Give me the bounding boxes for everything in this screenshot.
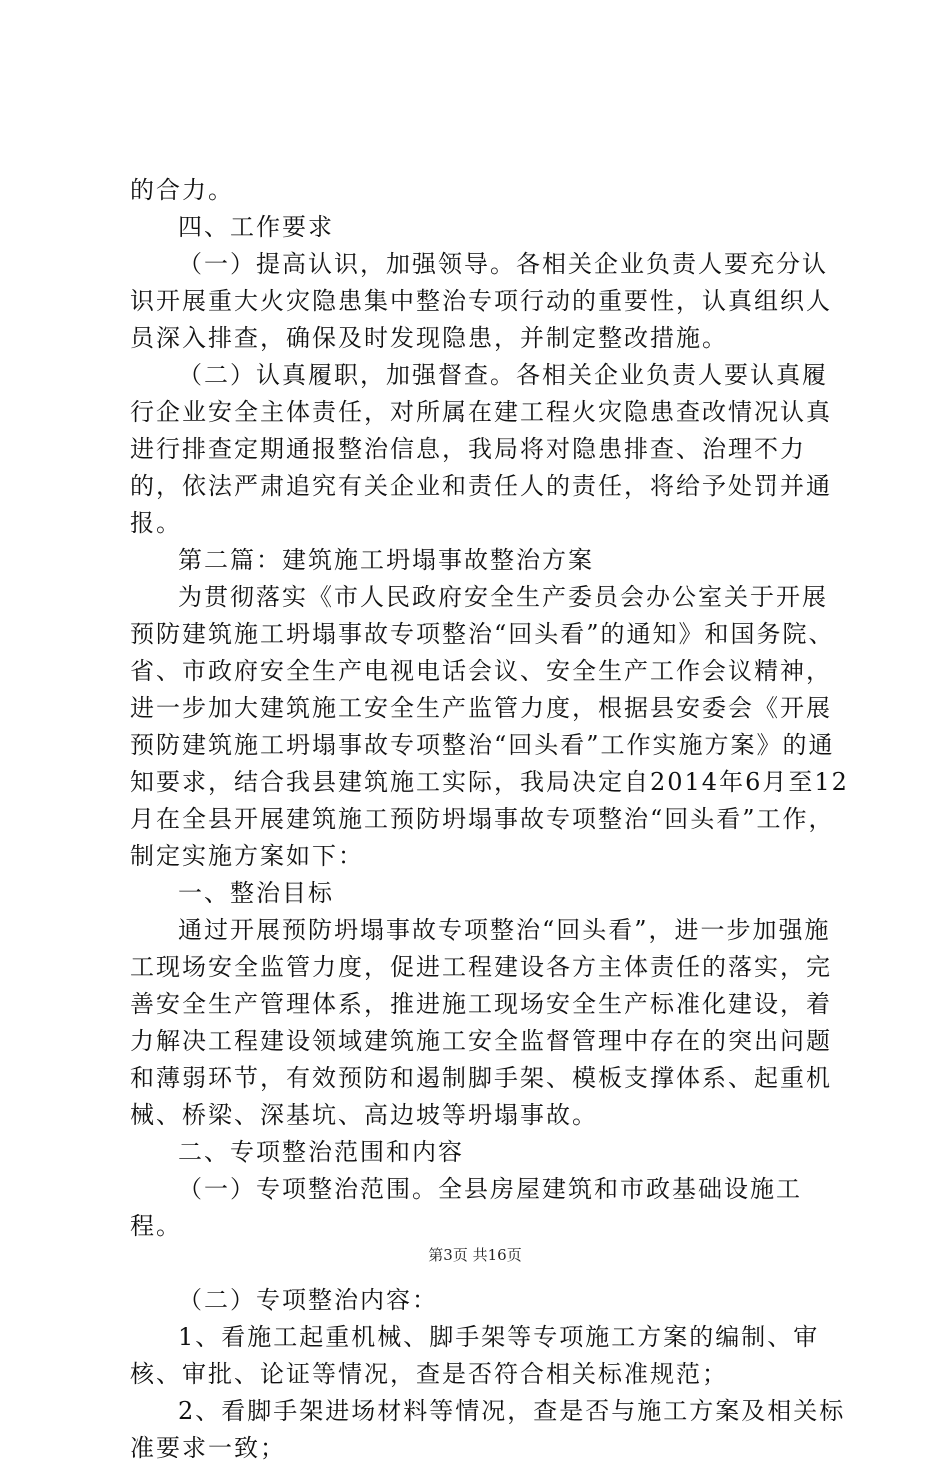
document-body	[130, 172, 850, 1467]
section-heading: 二、专项整治范围和内容	[178, 1138, 464, 1166]
paragraph: （二）专项整治内容：	[178, 1286, 438, 1314]
section-heading: 四、工作要求	[178, 213, 334, 241]
paragraph: （一）专项整治范围。全县房屋建筑和市政基础设施工程。	[130, 1175, 802, 1240]
section-heading: 一、整治目标	[178, 879, 334, 907]
paragraph: 的合力。	[130, 176, 234, 204]
page-footer: 第3页 共16页	[428, 1246, 522, 1264]
chapter-title: 第二篇：建筑施工坍塌事故整治方案	[178, 546, 594, 574]
paragraph: 为贯彻落实《市人民政府安全生产委员会办公室关于开展预防建筑施工坍塌事故专项整治“回头看”的通知》和国务院、省、市政府安全生产电视电话会议、安全生产工作会议精神，进一步加大建筑施工安全生产监管力度，根据县安委会《开展预防建筑施工坍塌事故专项整治“回头看”工作实施方案》的通知要求，结合我县建筑施工实际，我局决定自2014年6月至12月在全县开展建筑施工预防坍塌事故专项整治“回头看”工作，制定实施方案如下：	[130, 583, 849, 870]
paragraph: 通过开展预防坍塌事故专项整治“回头看”，进一步加强施工现场安全监管力度，促进工程建设各方主体责任的落实，完善安全生产管理体系，推进施工现场安全生产标准化建设，着力解决工程建设领域建筑施工安全监督管理中存在的突出问题和薄弱环节，有效预防和遏制脚手架、模板支撑体系、起重机械、桥梁、深基坑、高边坡等坍塌事故。	[130, 916, 832, 1129]
list-item: 2、看脚手架进场材料等情况，查是否与施工方案及相关标准要求一致；	[130, 1397, 846, 1462]
list-item: 1、看施工起重机械、脚手架等专项施工方案的编制、审核、审批、论证等情况，查是否符合相关标准规范；	[130, 1323, 820, 1388]
paragraph: （二）认真履职，加强督查。各相关企业负责人要认真履行企业安全主体责任，对所属在建工程火灾隐患查改情况认真进行排查定期通报整治信息，我局将对隐患排查、治理不力的，依法严肃追究有关企业和责任人的责任，将给予处罚并通报。	[130, 361, 832, 537]
paragraph: （一）提高认识，加强领导。各相关企业负责人要充分认识开展重大火灾隐患集中整治专项行动的重要性，认真组织人员深入排查，确保及时发现隐患，并制定整改措施。	[130, 250, 832, 352]
